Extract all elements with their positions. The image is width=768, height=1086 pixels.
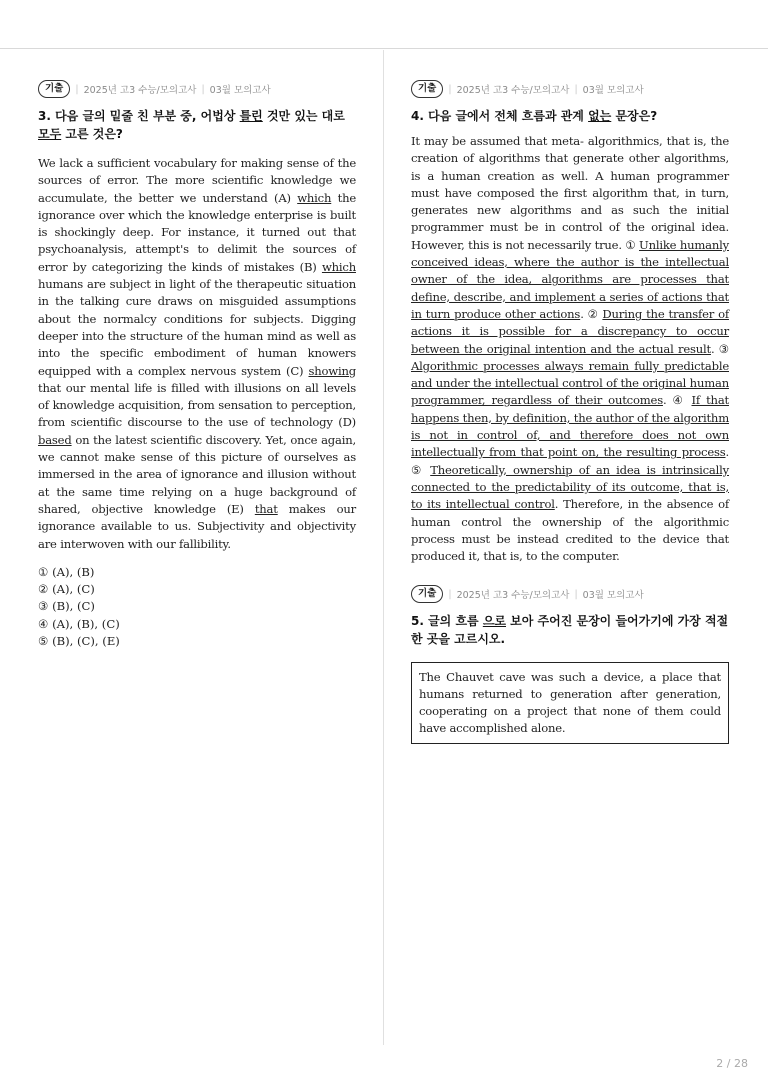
question-3 xyxy=(38,80,356,650)
sentence-1: Unlike humanly conceived ideas, where the author is the intellectual owner of the idea, algorithms are processes that define, describe, and implement a series of actions that in turn produce other actions xyxy=(411,237,729,321)
underline-d: based xyxy=(38,432,72,447)
question-title: 3. 다음 글의 밑줄 친 부분 중, 어법상 틀린 것만 있는 대로 모두 고른 것은? xyxy=(38,109,345,141)
underline-c: showing xyxy=(308,363,356,378)
source-badge: 기출 xyxy=(38,80,70,98)
choice-1[interactable]: ① (A), (B) xyxy=(38,564,95,579)
sentence-5: Theoretically, ownership of an idea is intrinsically connected to the predictability of its outcome, that is, to its intellectual control xyxy=(411,462,729,512)
sentence-4: If that happens then, by definition, the author of the algorithm is not in control of, and therefore does not own intellectually from that point on, the resulting process xyxy=(411,393,729,460)
header-rule xyxy=(0,48,768,49)
exam-year: 2025년 고3 수능/모의고사 xyxy=(456,85,570,96)
right-column xyxy=(411,80,729,744)
sentence-3: Algorithmic processes always remain fully predictable and under the intellectual control of the original human programmer, regardless of their outcomes xyxy=(411,358,729,408)
column-divider xyxy=(383,50,384,1045)
question-meta: 기출 | 2025년 고3 수능/모의고사 | 03월 모의고사 xyxy=(411,585,729,603)
choice-4[interactable]: ④ (A), (B), (C) xyxy=(38,616,120,631)
exam-month: 03월 모의고사 xyxy=(209,85,271,96)
given-sentence-box: The Chauvet cave was such a device, a place that humans returned to generation after generation, cooperating on a project that none of them could have accomplished alone. xyxy=(411,662,729,744)
underline-b: which xyxy=(321,259,356,274)
passage: It may be assumed that meta- algorithmics, that is, the creation of algorithms that generate other algorithms, is a human creation as well. A human programmer must have composed the first algorithm that, in turn, generates new algorithms and as such the initial programmer must be in control of the original idea. However, this is not necessarily true. ① Unlike humanly conceived ideas, where the author is the intellectual owner of the idea, algorithms are processes that define, describe, and implement a series of actions that in turn produce other actions. ② During the transfer of actions it is possible for a discrepancy to occur between the original intention and the actual result. ③ Algorithmic processes always remain fully predictable and under the intellectual control of the original human programmer, regardless of their outcomes. ④ If that happens then, by definition, the author of the algorithm is not in control of, and therefore does not own intellectually from that point on, the resulting process. ⑤ Theoretically, ownership of an idea is intrinsically connected to the predictability of its outcome, that is, to its intellectual control. Therefore, in the absence of human control the ownership of the algorithmic process must be instead credited to the device that produced it, that is, to the computer. xyxy=(411,134,729,564)
question-meta: 기출 | 2025년 고3 수능/모의고사 | 03월 모의고사 xyxy=(411,80,729,98)
source-badge: 기출 xyxy=(411,80,443,98)
question-title: 4. 다음 글에서 전체 흐름과 관계 없는 문장은? xyxy=(411,109,658,123)
choice-5[interactable]: ⑤ (B), (C), (E) xyxy=(38,634,120,649)
underline-a: which xyxy=(297,190,332,205)
question-meta: 기출 | 2025년 고3 수능/모의고사 | 03월 모의고사 xyxy=(38,80,356,98)
source-badge: 기출 xyxy=(411,585,443,603)
sentence-2: During the transfer of actions it is possible for a discrepancy to occur between the original intention and the actual result xyxy=(411,306,729,356)
exam-month: 03월 모의고사 xyxy=(582,85,644,96)
answer-choices xyxy=(38,564,356,650)
exam-year: 2025년 고3 수능/모의고사 xyxy=(83,85,197,96)
underline-e: that xyxy=(254,501,278,516)
choice-2[interactable]: ② (A), (C) xyxy=(38,582,95,597)
question-5 xyxy=(411,585,729,744)
exam-month: 03월 모의고사 xyxy=(582,590,644,602)
page-number: 2 / 28 xyxy=(716,1057,748,1070)
question-4 xyxy=(411,80,729,565)
choice-3[interactable]: ③ (B), (C) xyxy=(38,599,95,614)
exam-year: 2025년 고3 수능/모의고사 xyxy=(456,590,570,602)
question-title: 5. 글의 흐름 으로 보아 주어진 문장이 들어가기에 가장 적절한 곳을 고르시오. xyxy=(411,614,729,647)
passage: We lack a sufficient vocabulary for making sense of the sources of error. The more scientific knowledge we accumulate, the better we understand (A) which the ignorance over which the knowledge enterprise is built is shockingly deep. For instance, it turned out that psychoanalysis, attempt's to delimit the sources of error by categorizing the kinds of mistakes (B) which humans are subject in light of the therapeutic situation in the talking cure draws on misguided assumptions about the normalcy conditions for subjects. Digging deeper into the structure of the human mind as well as into the specific embodiment of human knowers equipped with a complex nervous system (C) showing that our mental life is filled with illusions on all levels of knowledge acquisition, from sensation to perception, from scientific discourse to the use of technology (D) based on the latest scientific discovery. Yet, once again, we cannot make sense of this picture of ourselves as immersed in the area of ignorance and illusion without at the same time relying on a huge background of shared, objective knowledge (E) that makes our ignorance available to us. Subjectivity and objectivity are interwoven with our fallibility. xyxy=(38,156,356,551)
